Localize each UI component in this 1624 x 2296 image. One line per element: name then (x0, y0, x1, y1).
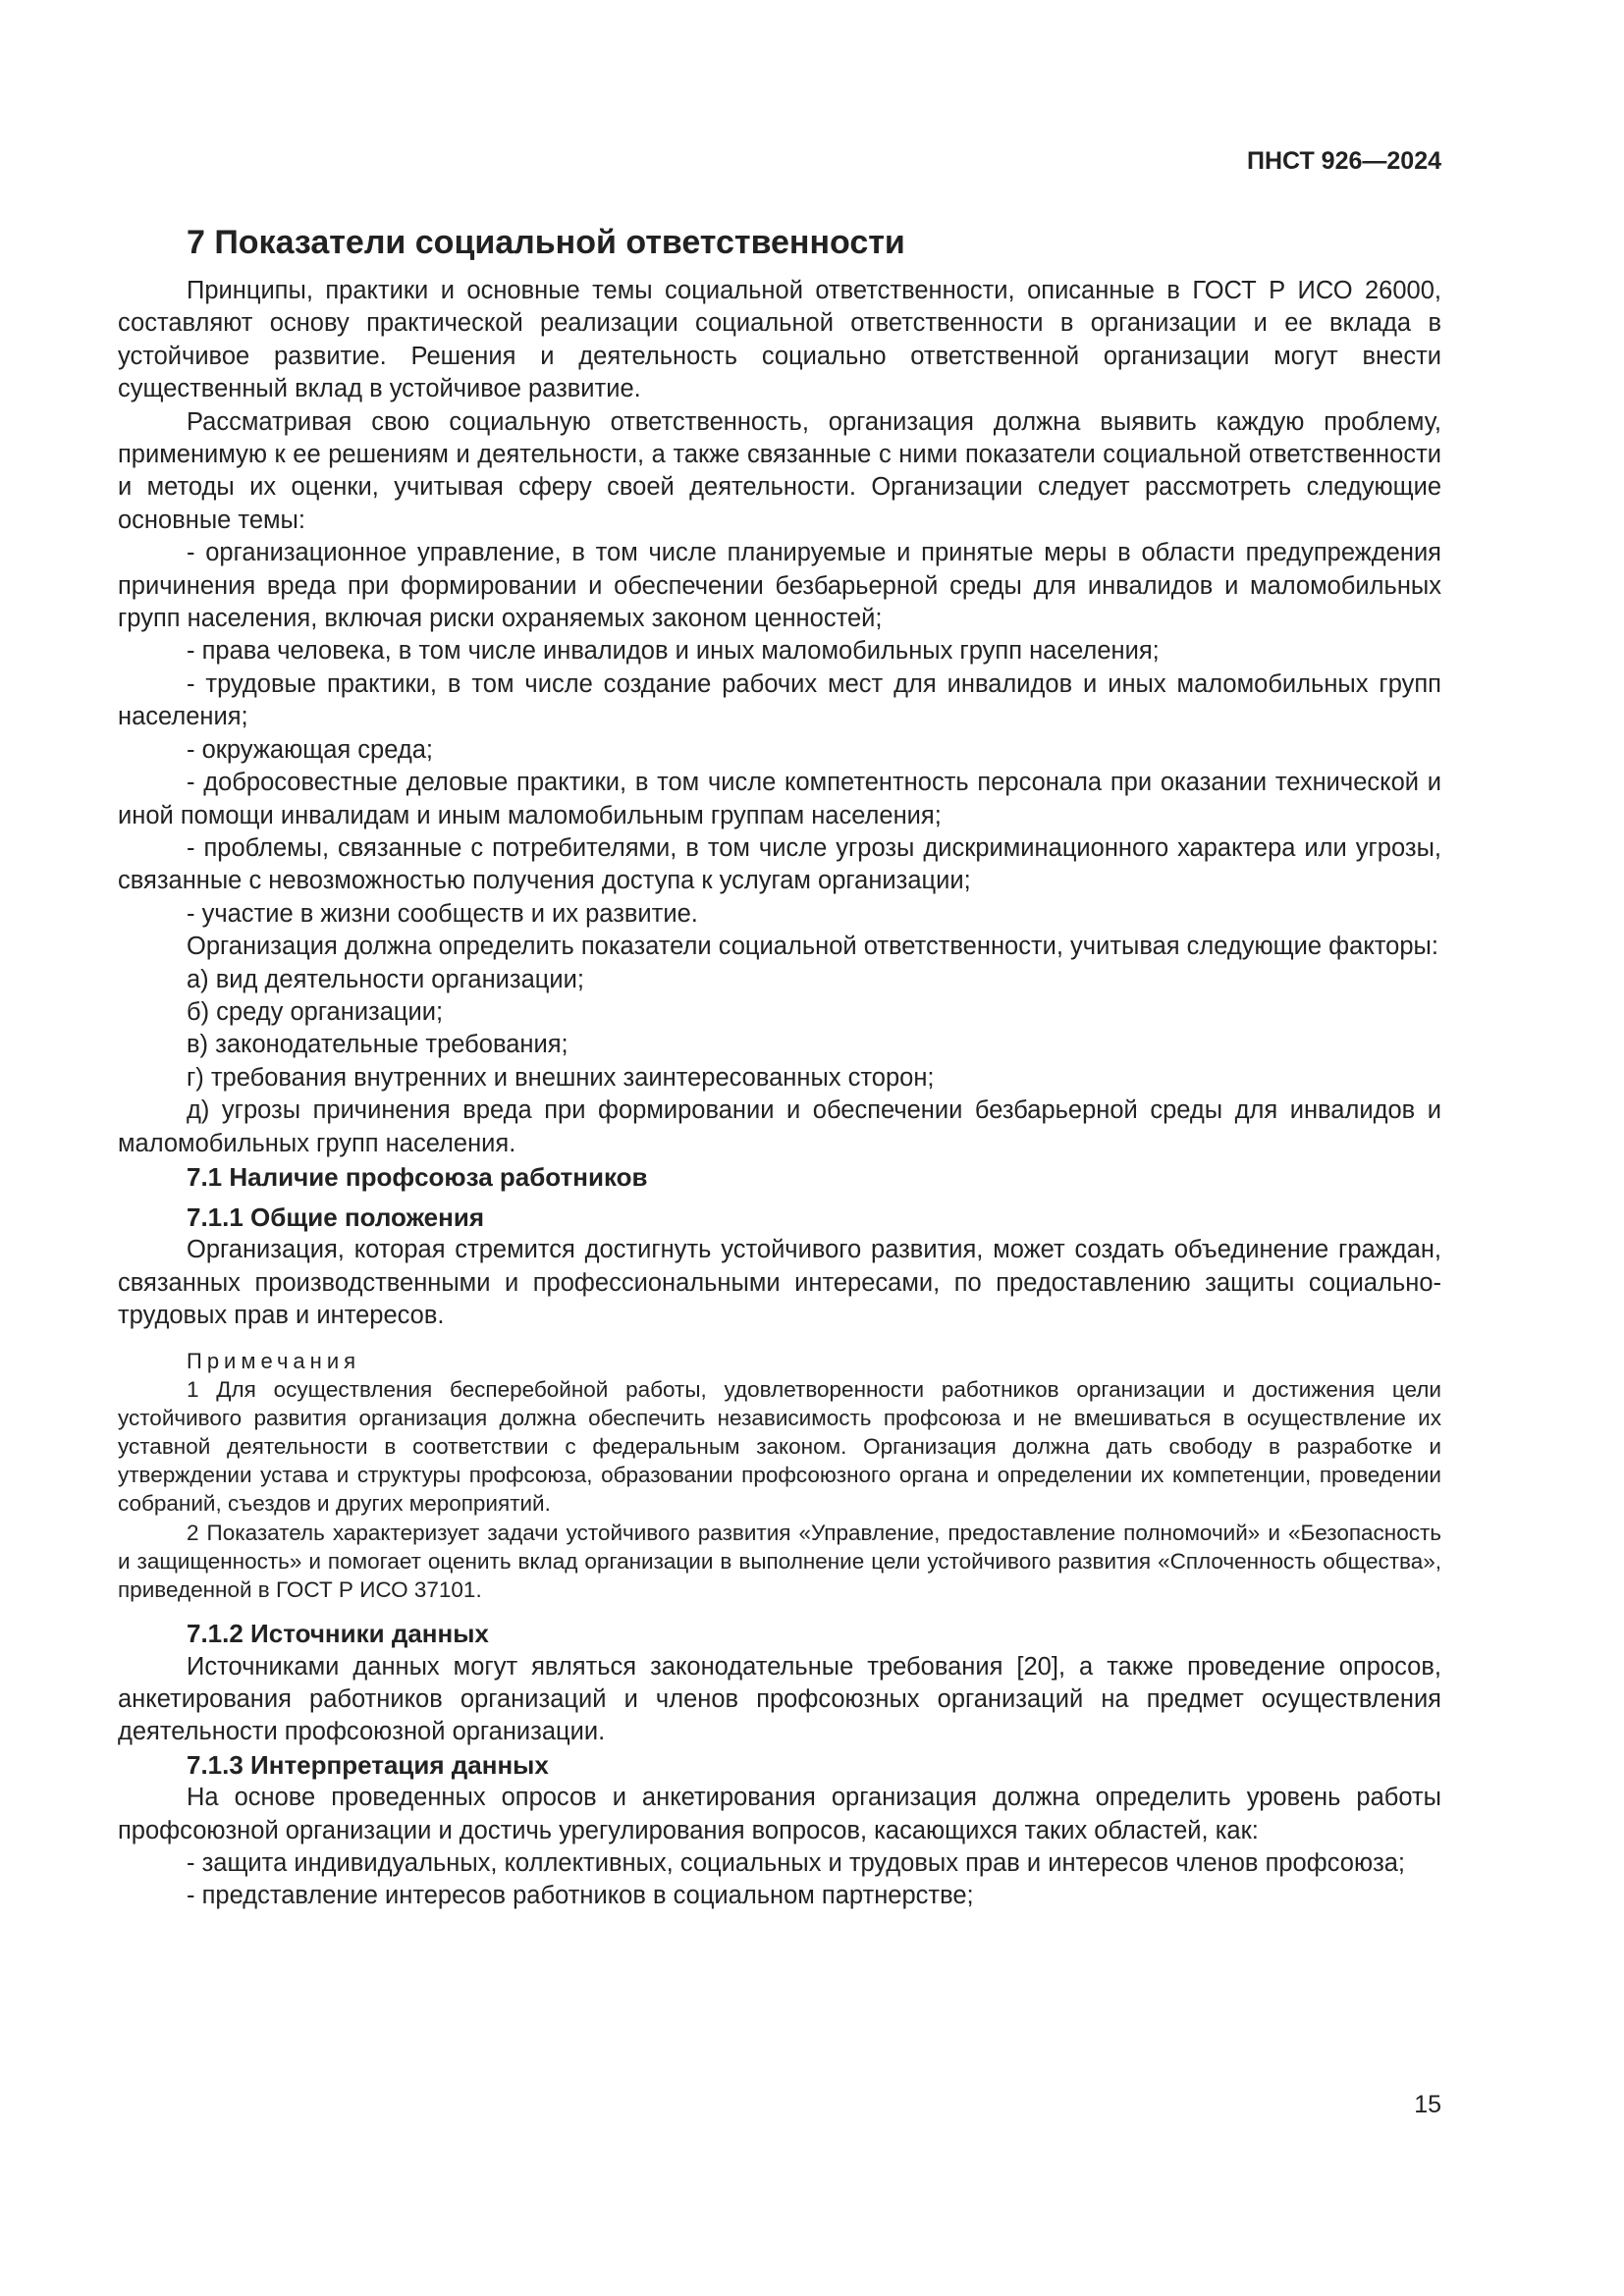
paragraph: Рассматривая свою социальную ответственность, организация должна выявить каждую проблему, применимую к ее решениям и деятельности, а также связанные с ними показатели социальной ответственности и методы их оценки, учитывая сферу своей деятельности. Организации следует рассмотреть следующие основные темы: (118, 407, 1441, 534)
section-title: 7 Показатели социальной ответственности (187, 224, 905, 261)
factor-item: а) вид деятельности организации; (187, 965, 584, 993)
document-code: ПНСТ 926—2024 (1247, 147, 1441, 175)
topic-item: - трудовые практики, в том числе создание рабочих мест для инвалидов и иных маломобильных групп населения; (118, 669, 1441, 731)
notes-title: Примечания (187, 1348, 361, 1373)
topic-item: - участие в жизни сообществ и их развитие. (187, 899, 698, 928)
subsection-title: 7.1 Наличие профсоюза работников (187, 1161, 648, 1192)
paragraph: На основе проведенных опросов и анкетирования организация должна определить уровень работы профсоюзной организации и достичь урегулирования вопросов, касающихся таких областей, как: (118, 1784, 1441, 1844)
paragraph: Организация, которая стремится достигнуть устойчивого развития, может создать объединение граждан, связанных производственными и профессиональными интересами, по предоставлению защиты социально-трудовых прав и интересов. (118, 1236, 1441, 1330)
list-item: - представление интересов работников в социальном партнерстве; (187, 1882, 974, 1910)
factor-item: в) законодательные требования; (187, 1031, 568, 1059)
factor-item: б) среду организации; (187, 997, 444, 1026)
topic-item: - добросовестные деловые практики, в том числе компетентность персонала при оказании технической и иной помощи инвалидам и иным маломобильным группам населения; (118, 769, 1441, 829)
topic-item: - организационное управление, в том числе планируемые и принятые меры в области предупреждения причинения вреда при формировании и обеспечении безбарьерной среды для инвалидов и маломобильных групп населения, включая риски охраняемых законом ценностей; (118, 539, 1441, 633)
note-item: 2 Показатель характеризует задачи устойчивого развития «Управление, предоставление полномочий» и «Безопасность и защищенность» и помогает оценить вклад организации в выполнение цели устойчивого развития «Сплоченность общества», приведенной в ГОСТ Р ИСО 37101. (118, 1520, 1441, 1603)
topic-item: - окружающая среда; (187, 735, 433, 764)
paragraph: Принципы, практики и основные темы социальной ответственности, описанные в ГОСТ Р ИСО 26000, составляют основу практической реализации социальной ответственности в организации и ее вклада в устойчивое развитие. Решения и деятельность социально ответственной организации могут внести существенный вклад в устойчивое развитие. (118, 277, 1441, 403)
page-number: 15 (1414, 2091, 1441, 2118)
note-item: 1 Для осуществления бесперебойной работы, удовлетворенности работников организации и достижения цели устойчивого развития организация должна обеспечить независимость профсоюза и не вмешиваться в осуществление их уставной деятельности в соответствии с федеральным законом. Организация должна дать свободу в разработке и утверждении устава и структуры профсоюза, образовании профсоюзного органа и определении их компетенции, проведении собраний, съездов и других мероприятий. (118, 1376, 1441, 1517)
page-content (118, 221, 1441, 1913)
topic-item: - права человека, в том числе инвалидов и иных маломобильных групп населения; (187, 637, 1160, 666)
list-item: - защита индивидуальных, коллективных, социальных и трудовых прав и интересов членов профсоюза; (187, 1849, 1406, 1878)
subsubsection-title: 7.1.3 Интерпретация данных (187, 1749, 549, 1780)
paragraph: Источниками данных могут являться законодательные требования [20], а также проведение опросов, анкетирования работников организаций и членов профсоюзных организаций на предмет осуществления деятельности профсоюзной организации. (118, 1652, 1441, 1746)
subsubsection-title: 7.1.1 Общие положения (187, 1201, 484, 1232)
factors-intro: Организация должна определить показатели социальной ответственности, учитывая следующие факторы: (187, 933, 1438, 961)
factor-item: д) угрозы причинения вреда при формировании и обеспечении безбарьерной среды для инвалидов и маломобильных групп населения. (118, 1096, 1441, 1157)
subsubsection-title: 7.1.2 Источники данных (187, 1619, 489, 1649)
factor-item: г) требования внутренних и внешних заинтересованных сторон; (187, 1063, 935, 1092)
topic-item: - проблемы, связанные с потребителями, в том числе угрозы дискриминационного характера или угрозы, связанные с невозможностью получения доступа к услугам организации; (118, 833, 1441, 895)
